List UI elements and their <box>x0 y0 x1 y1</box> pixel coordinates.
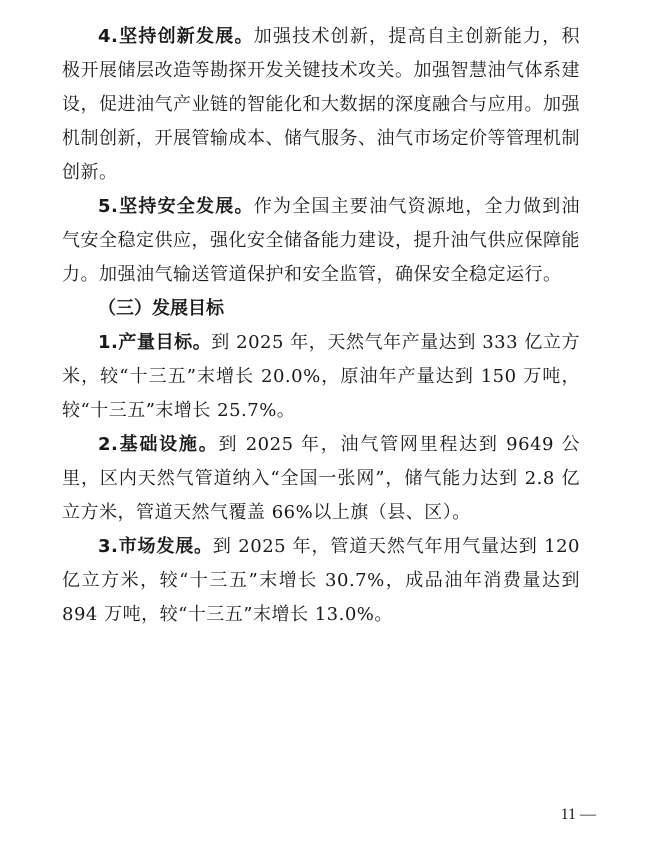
document-body <box>62 20 580 632</box>
paragraph-production-target <box>62 326 580 428</box>
paragraph-lead: 5.坚持安全发展。 <box>98 196 254 217</box>
page-number: 11 — <box>560 806 596 823</box>
paragraph-text: 作为全国主要油气资源地，全力做到油气安全稳定供应，强化安全储备能力建设，提升油气供应保障能力。加强油气输送管道保护和安全监管，确保安全稳定运行。 <box>62 196 580 285</box>
paragraph-safety <box>62 190 580 292</box>
paragraph-lead: 2.基础设施。 <box>98 434 219 455</box>
paragraph-text: 到 2025 年，管道天然气年用气量达到 120 亿立方米，较“十三五”末增长 30.7%，成品油年消费量达到 894 万吨，较“十三五”末增长 13.0%。 <box>62 536 580 625</box>
paragraph-innovation <box>62 20 580 190</box>
paragraph-infrastructure <box>62 428 580 530</box>
section-heading: （三）发展目标 <box>98 298 224 319</box>
paragraph-lead: 3.市场发展。 <box>98 536 213 557</box>
paragraph-text: 到 2025 年，油气管网里程达到 9649 公里，区内天然气管道纳入“全国一张网”，储气能力达到 2.8 亿立方米，管道天然气覆盖 66%以上旗（县、区）。 <box>62 434 580 523</box>
paragraph-text: 到 2025 年，天然气年产量达到 333 亿立方米，较“十三五”末增长 20.0%，原油年产量达到 150 万吨，较“十三五”末增长 25.7%。 <box>62 332 580 421</box>
paragraph-lead: 1.产量目标。 <box>98 332 212 353</box>
paragraph-text: 加强技术创新，提高自主创新能力，积极开展储层改造等勘探开发关键技术攻关。加强智慧油气体系建设，促进油气产业链的智能化和大数据的深度融合与应用。加强机制创新，开展管输成本、储气服务、油气市场定价等管理机制创新。 <box>62 26 580 183</box>
paragraph-market-development <box>62 530 580 632</box>
paragraph-lead: 4.坚持创新发展。 <box>98 26 254 47</box>
